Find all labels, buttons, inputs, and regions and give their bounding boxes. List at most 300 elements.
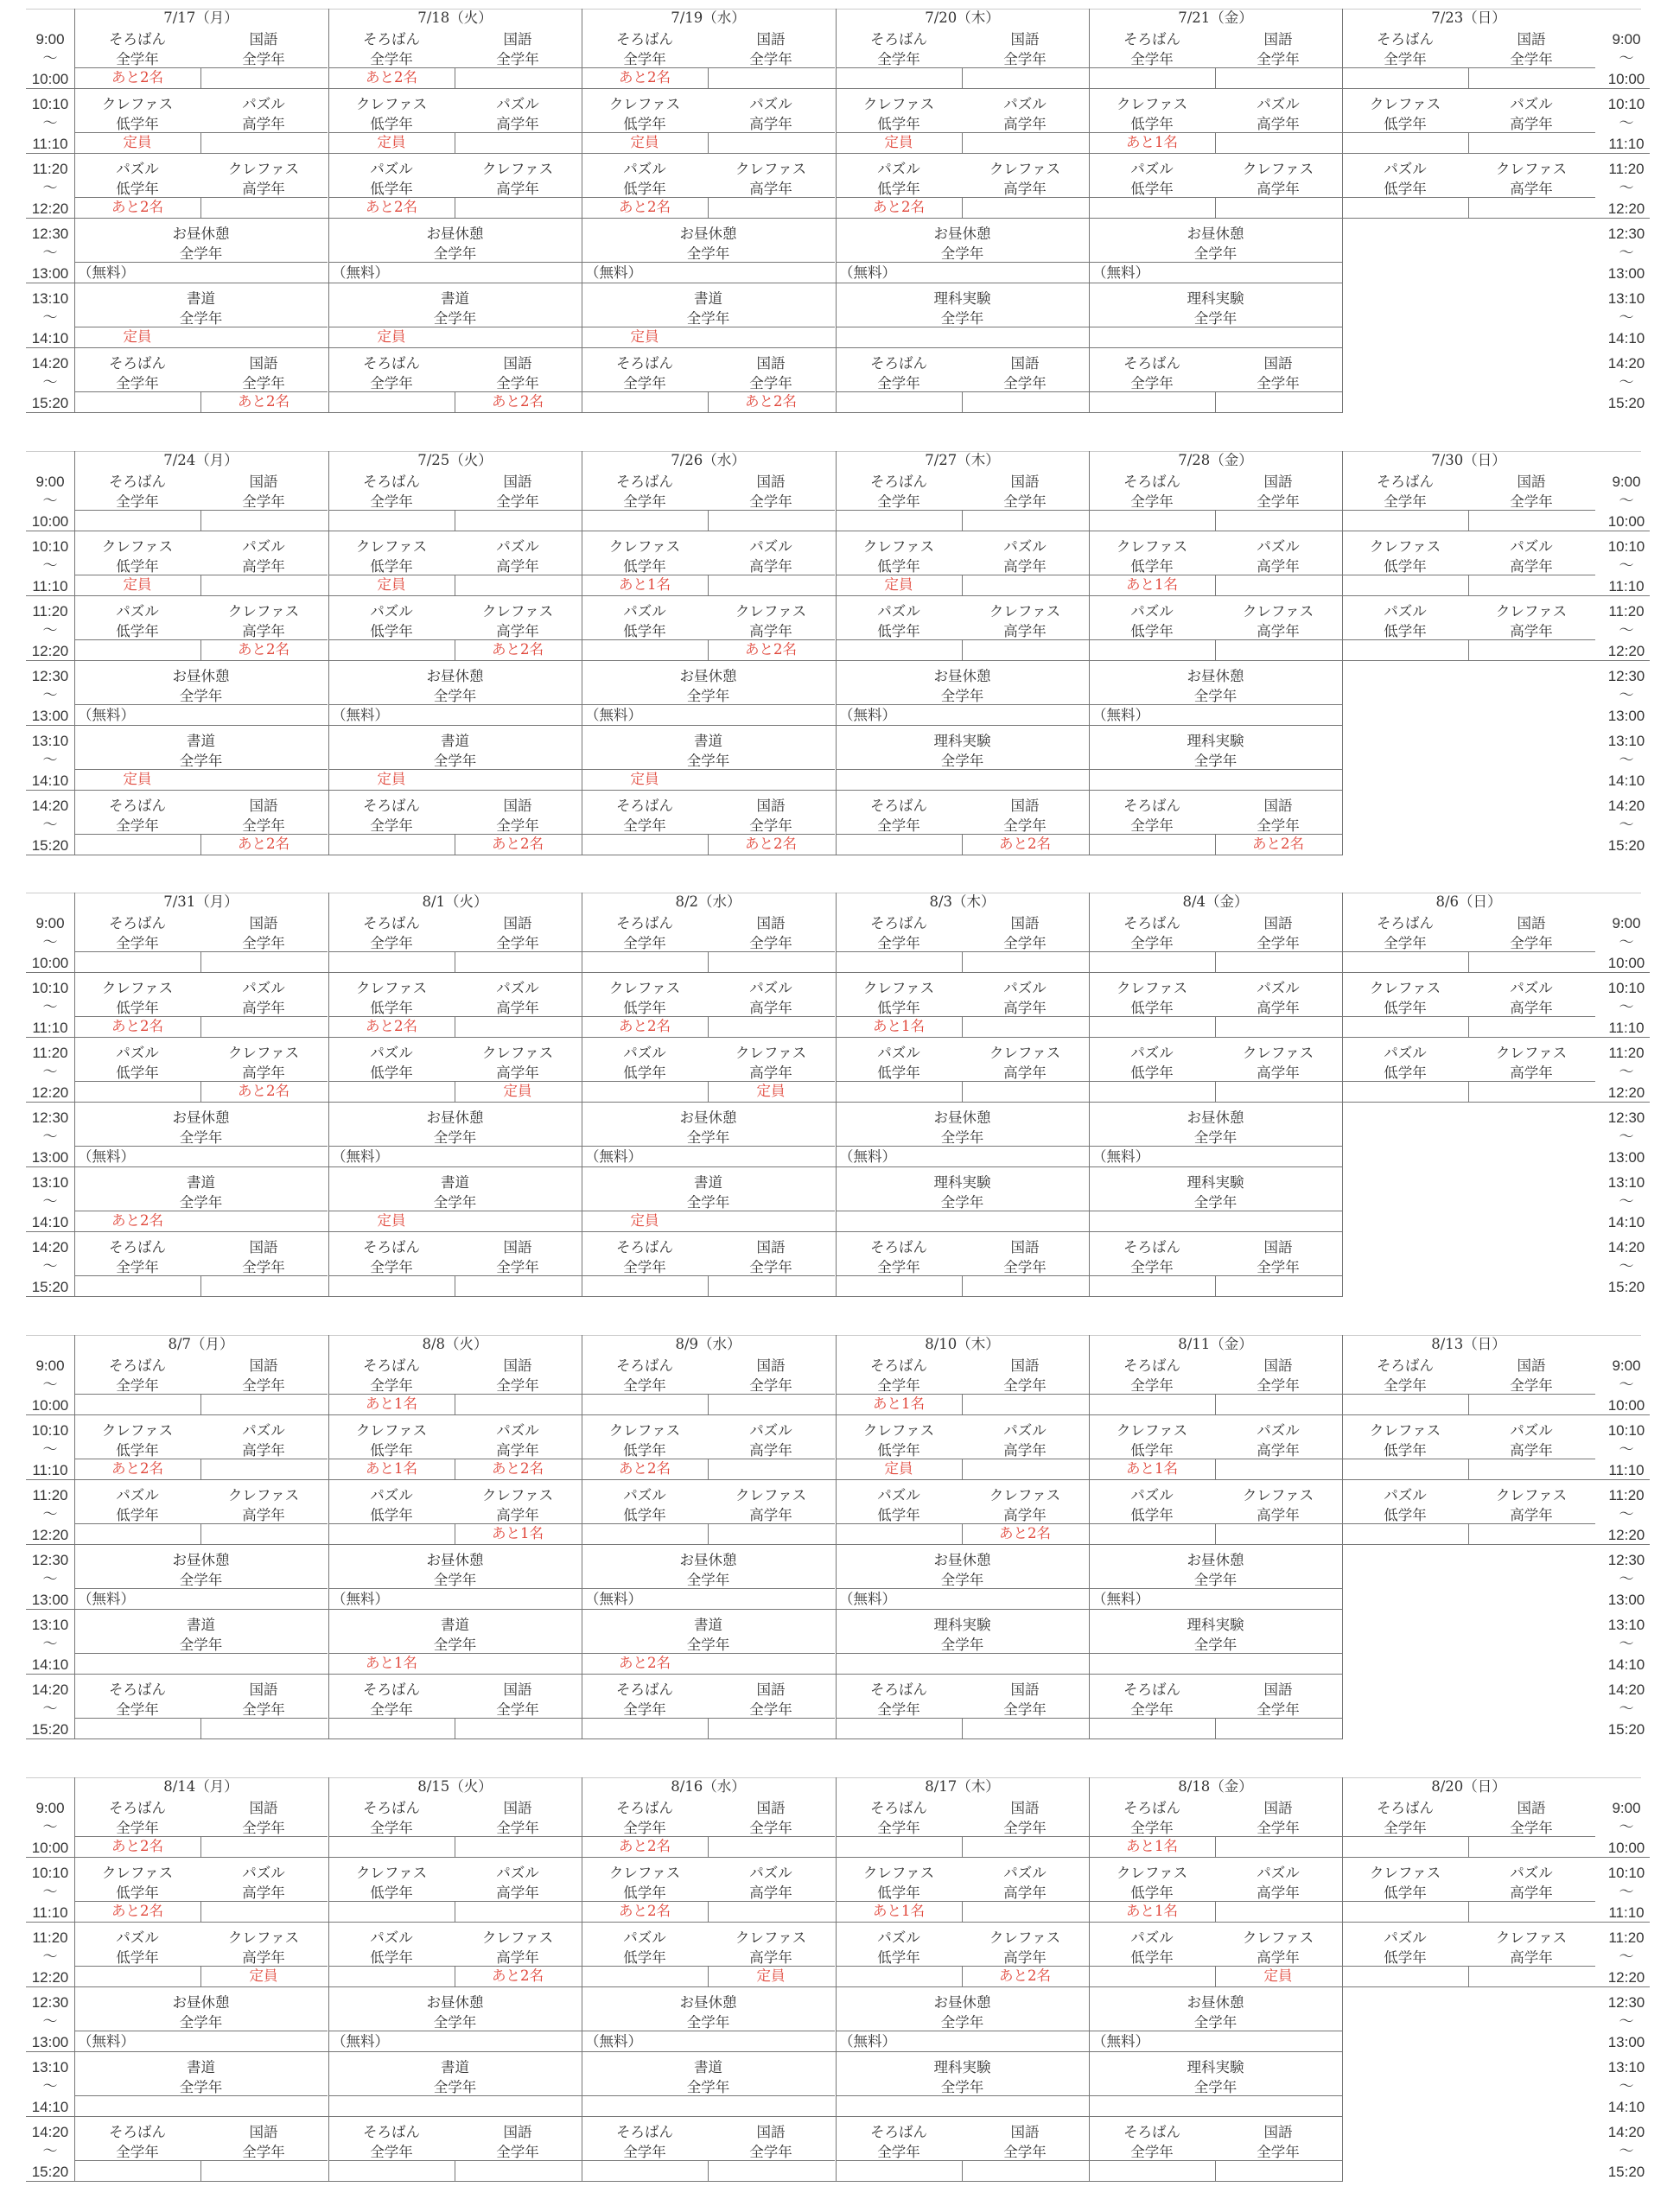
time-end: 12:20 xyxy=(1607,1969,1645,1986)
status-cell xyxy=(74,834,201,855)
day-column xyxy=(74,9,328,415)
time-start: 13:10 xyxy=(1607,2059,1645,2075)
lunch-title: お昼休憩 xyxy=(933,1109,991,1126)
class-name: そろばん xyxy=(363,1239,420,1255)
class-name: 国語 xyxy=(756,1239,786,1255)
grade-label: 全学年 xyxy=(1257,51,1300,67)
date-header: 8/2（水） xyxy=(675,893,741,910)
status-line xyxy=(836,1588,1089,1589)
class-name: クレファス xyxy=(1116,538,1188,555)
status-cell xyxy=(962,1016,1089,1037)
day-column xyxy=(582,1777,835,2183)
status-cell xyxy=(328,1081,455,1102)
time-end: 13:00 xyxy=(31,2034,69,2050)
grade-label: 全学年 xyxy=(370,1259,413,1275)
grade-label: 全学年 xyxy=(623,1259,666,1275)
time-end: 13:00 xyxy=(1607,1149,1645,1166)
time-tilde: ～ xyxy=(42,309,58,326)
status-cell xyxy=(582,1966,709,1986)
time-end: 13:00 xyxy=(1607,1592,1645,1608)
grade-label: 全学年 xyxy=(623,935,666,951)
status-cell xyxy=(1215,1901,1342,1922)
grade-label: 全学年 xyxy=(686,2014,730,2031)
class-name: 国語 xyxy=(249,798,278,814)
time-end: 10:00 xyxy=(1607,1840,1645,1856)
status-cell xyxy=(836,834,963,855)
grade-label: 全学年 xyxy=(686,688,730,704)
status-cell xyxy=(200,510,328,531)
grade-label: 全学年 xyxy=(623,1701,666,1718)
time-start: 14:20 xyxy=(31,1681,69,1698)
class-name: 国語 xyxy=(756,1681,786,1698)
class-name: クレファス xyxy=(735,1045,807,1061)
time-end: 13:00 xyxy=(31,708,69,724)
time-start: 13:10 xyxy=(1607,1617,1645,1633)
time-tilde: ～ xyxy=(1619,1819,1634,1835)
status-cell xyxy=(455,510,582,531)
time-start: 13:10 xyxy=(31,2059,69,2075)
time-tilde: ～ xyxy=(42,1700,58,1717)
grade-label: 全学年 xyxy=(496,935,539,951)
free-label: （無料） xyxy=(585,264,642,281)
grade-label: 全学年 xyxy=(623,817,666,834)
grade-label: 全学年 xyxy=(623,493,666,510)
time-start: 9:00 xyxy=(1612,31,1641,48)
grade-label: 全学年 xyxy=(623,2144,666,2160)
grade-label: 低学年 xyxy=(116,181,159,197)
date-header: 7/19（水） xyxy=(671,10,746,26)
time-end: 15:20 xyxy=(31,1721,69,1738)
class-name: そろばん xyxy=(109,2124,166,2140)
time-tilde: ～ xyxy=(42,557,58,574)
class-name: 理科実験 xyxy=(933,1617,991,1633)
availability-status: あと1名 xyxy=(366,1395,417,1412)
class-name: そろばん xyxy=(870,1800,927,1816)
status-cell xyxy=(328,1275,455,1296)
class-name: 国語 xyxy=(756,31,786,48)
status-cell xyxy=(455,197,582,218)
grade-label: 全学年 xyxy=(1003,1259,1047,1275)
time-tilde: ～ xyxy=(1619,1376,1634,1393)
time-end: 14:10 xyxy=(1607,1656,1645,1673)
status-cell xyxy=(962,1718,1089,1738)
time-end: 13:00 xyxy=(1607,265,1645,282)
availability-status: あと2名 xyxy=(745,641,797,658)
time-tilde: ～ xyxy=(42,817,58,833)
grade-label: 全学年 xyxy=(1003,1820,1047,1836)
grade-label: 高学年 xyxy=(242,116,285,132)
class-name: 国語 xyxy=(1263,798,1293,814)
week-block xyxy=(0,451,1667,874)
grade-label: 高学年 xyxy=(1003,1885,1047,1901)
time-end: 10:00 xyxy=(31,955,69,971)
class-name: パズル xyxy=(877,161,920,177)
time-end: 11:10 xyxy=(32,1462,68,1478)
class-name: パズル xyxy=(877,1929,920,1946)
class-name: クレファス xyxy=(1116,1865,1188,1881)
grade-label: 高学年 xyxy=(749,116,792,132)
status-cell xyxy=(74,1718,201,1738)
availability-status: 定員 xyxy=(377,576,406,593)
status-cell xyxy=(1215,67,1342,88)
class-name: 国語 xyxy=(1263,1357,1293,1374)
class-name: パズル xyxy=(1257,538,1300,555)
status-cell xyxy=(200,1523,328,1544)
class-name: そろばん xyxy=(1123,1357,1180,1374)
free-label: （無料） xyxy=(78,707,135,723)
grade-label: 低学年 xyxy=(623,558,666,575)
class-name: 国語 xyxy=(503,31,532,48)
time-start: 9:00 xyxy=(35,474,65,490)
date-header: 7/17（月） xyxy=(163,10,239,26)
status-cell xyxy=(328,1523,455,1544)
date-header: 8/15（火） xyxy=(417,1778,493,1795)
class-name: そろばん xyxy=(363,1357,420,1374)
grade-label: 低学年 xyxy=(1130,558,1174,575)
class-name: そろばん xyxy=(1123,1239,1180,1255)
time-end: 11:10 xyxy=(1608,1904,1645,1921)
availability-status: 定員 xyxy=(123,576,152,593)
grade-label: 低学年 xyxy=(623,1442,666,1459)
grade-label: 高学年 xyxy=(749,1949,792,1966)
status-cell xyxy=(1215,1016,1342,1037)
grade-label: 低学年 xyxy=(1384,1442,1427,1459)
status-cell xyxy=(1468,951,1595,972)
status-cell xyxy=(455,1901,582,1922)
grade-label: 全学年 xyxy=(686,1637,730,1653)
availability-status: あと2名 xyxy=(111,1903,163,1919)
grade-label: 全学年 xyxy=(242,2144,285,2160)
lunch-title: お昼休憩 xyxy=(172,668,230,684)
lunch-title: お昼休憩 xyxy=(426,226,484,242)
day-column xyxy=(1342,451,1595,857)
grade-label: 高学年 xyxy=(749,1442,792,1459)
time-end: 10:00 xyxy=(31,71,69,87)
class-name: 国語 xyxy=(1010,474,1040,490)
grade-label: 全学年 xyxy=(749,1701,792,1718)
status-cell xyxy=(1342,951,1469,972)
grade-label: 全学年 xyxy=(940,2079,984,2095)
status-cell xyxy=(836,1081,963,1102)
time-start: 10:10 xyxy=(31,538,69,555)
grade-label: 全学年 xyxy=(433,2079,477,2095)
time-end: 15:20 xyxy=(1607,2164,1645,2180)
availability-status: 定員 xyxy=(884,576,913,593)
day-column xyxy=(836,893,1089,1299)
class-name: パズル xyxy=(496,96,539,112)
grade-label: 低学年 xyxy=(1384,1885,1427,1901)
grade-label: 全学年 xyxy=(1510,51,1553,67)
class-name: そろばん xyxy=(109,31,166,48)
status-cell xyxy=(1468,1394,1595,1414)
class-name: パズル xyxy=(370,1487,413,1503)
time-end: 12:20 xyxy=(31,200,69,217)
class-name: クレファス xyxy=(1242,1045,1314,1061)
time-end: 15:20 xyxy=(1607,1279,1645,1295)
day-column xyxy=(1342,9,1595,415)
grade-label: 低学年 xyxy=(623,623,666,639)
status-cell xyxy=(836,510,963,531)
class-name: 国語 xyxy=(1263,2124,1293,2140)
status-cell xyxy=(1342,1081,1469,1102)
status-cell xyxy=(708,132,835,153)
grade-label: 全学年 xyxy=(496,493,539,510)
grade-label: 低学年 xyxy=(877,1065,920,1081)
time-end: 15:20 xyxy=(31,1279,69,1295)
grade-label: 高学年 xyxy=(496,1507,539,1523)
availability-status: 定員 xyxy=(377,771,406,787)
status-cell xyxy=(74,1523,201,1544)
status-cell xyxy=(1215,2160,1342,2181)
class-name: クレファス xyxy=(227,1487,300,1503)
status-line xyxy=(836,1146,1089,1147)
class-name: 国語 xyxy=(1010,2124,1040,2140)
class-name: そろばん xyxy=(363,474,420,490)
status-line xyxy=(1089,1588,1342,1589)
grade-label: 高学年 xyxy=(1003,1000,1047,1016)
time-end: 10:00 xyxy=(31,513,69,530)
grade-label: 高学年 xyxy=(1257,1000,1300,1016)
grade-label: 高学年 xyxy=(496,1065,539,1081)
class-name: そろばん xyxy=(363,355,420,372)
class-name: 理科実験 xyxy=(1187,1174,1244,1191)
status-cell xyxy=(582,1523,709,1544)
class-name: そろばん xyxy=(870,355,927,372)
grade-label: 全学年 xyxy=(1384,1377,1427,1394)
grade-label: 高学年 xyxy=(1257,1885,1300,1901)
availability-status: 定員 xyxy=(756,1083,786,1099)
status-cell xyxy=(962,391,1089,412)
status-cell xyxy=(1089,2160,1216,2181)
time-tilde: ～ xyxy=(42,1571,58,1587)
availability-status: あと2名 xyxy=(111,1018,163,1034)
grade-label: 全学年 xyxy=(370,2144,413,2160)
class-name: 書道 xyxy=(441,1174,469,1191)
status-cell xyxy=(836,1966,963,1986)
day-column xyxy=(328,1777,582,2183)
availability-status: 定員 xyxy=(503,1083,532,1099)
time-tilde: ～ xyxy=(1619,1064,1634,1080)
class-name: 国語 xyxy=(1263,1239,1293,1255)
grade-label: 高学年 xyxy=(1510,623,1553,639)
class-name: パズル xyxy=(1384,1045,1427,1061)
grade-label: 全学年 xyxy=(116,935,159,951)
availability-status: 定員 xyxy=(1263,1967,1293,1984)
status-line xyxy=(74,1146,328,1147)
time-tilde: ～ xyxy=(42,374,58,391)
class-name: 書道 xyxy=(694,1174,722,1191)
time-start: 14:20 xyxy=(1607,1681,1645,1698)
grade-label: 高学年 xyxy=(1510,116,1553,132)
status-line xyxy=(582,1588,835,1589)
class-name: そろばん xyxy=(109,355,166,372)
class-name: クレファス xyxy=(862,1422,935,1439)
grade-label: 高学年 xyxy=(749,1065,792,1081)
status-cell xyxy=(200,1459,328,1479)
status-cell xyxy=(1342,1836,1469,1857)
date-header: 8/14（月） xyxy=(163,1778,239,1795)
grade-label: 低学年 xyxy=(116,1442,159,1459)
availability-status: 定員 xyxy=(377,328,406,345)
grade-label: 低学年 xyxy=(370,1065,413,1081)
status-line xyxy=(582,704,835,705)
class-name: 国語 xyxy=(1263,1800,1293,1816)
grade-label: 全学年 xyxy=(1384,51,1427,67)
date-header: 7/25（火） xyxy=(417,452,493,468)
availability-status: あと2名 xyxy=(111,199,163,215)
time-start: 12:30 xyxy=(31,1994,69,2011)
class-name: 国語 xyxy=(249,2124,278,2140)
grade-label: 全学年 xyxy=(877,1820,920,1836)
class-name: 理科実験 xyxy=(933,290,991,307)
grade-label: 全学年 xyxy=(242,51,285,67)
class-name: 国語 xyxy=(503,355,532,372)
class-name: クレファス xyxy=(1242,1929,1314,1946)
grade-label: 高学年 xyxy=(496,558,539,575)
status-cell xyxy=(1089,1394,1216,1414)
grade-label: 高学年 xyxy=(1510,1442,1553,1459)
grade-label: 全学年 xyxy=(686,1572,730,1588)
status-cell xyxy=(708,1394,835,1414)
status-cell xyxy=(1342,132,1469,153)
status-cell xyxy=(1468,197,1595,218)
availability-status: 定員 xyxy=(123,134,152,150)
availability-status: 定員 xyxy=(123,771,152,787)
class-name: パズル xyxy=(623,1045,666,1061)
date-header: 8/20（日） xyxy=(1431,1778,1506,1795)
grade-label: 低学年 xyxy=(623,1065,666,1081)
grade-label: 全学年 xyxy=(623,1820,666,1836)
class-name: パズル xyxy=(242,1422,285,1439)
availability-status: あと1名 xyxy=(1126,576,1178,593)
free-label: （無料） xyxy=(839,707,896,723)
date-header: 8/6（日） xyxy=(1435,893,1502,910)
status-cell xyxy=(455,575,582,595)
availability-status: あと2名 xyxy=(619,1903,671,1919)
status-line xyxy=(582,2095,835,2096)
class-name: 国語 xyxy=(1517,915,1546,931)
grade-label: 低学年 xyxy=(623,1949,666,1966)
class-name: パズル xyxy=(877,1045,920,1061)
class-name: パズル xyxy=(116,1929,159,1946)
time-end: 10:00 xyxy=(31,1840,69,1856)
status-cell xyxy=(1342,1901,1469,1922)
time-end: 11:10 xyxy=(1608,1462,1645,1478)
class-name: クレファス xyxy=(1116,96,1188,112)
class-name: 書道 xyxy=(441,290,469,307)
grade-label: 高学年 xyxy=(496,623,539,639)
time-start: 9:00 xyxy=(1612,1357,1641,1374)
grade-label: 全学年 xyxy=(1193,688,1238,704)
availability-status: 定員 xyxy=(630,771,659,787)
status-cell xyxy=(74,639,201,660)
class-name: 国語 xyxy=(503,915,532,931)
grade-label: 全学年 xyxy=(686,2079,730,2095)
availability-status: あと2名 xyxy=(492,1967,544,1984)
grade-label: 低学年 xyxy=(1384,181,1427,197)
availability-status: 定員 xyxy=(123,328,152,345)
class-name: クレファス xyxy=(862,538,935,555)
class-name: そろばん xyxy=(616,798,673,814)
availability-status: 定員 xyxy=(756,1967,786,1984)
day-column xyxy=(836,1335,1089,1741)
time-end: 14:10 xyxy=(31,330,69,346)
grade-label: 全学年 xyxy=(877,1259,920,1275)
lunch-title: お昼休憩 xyxy=(426,668,484,684)
week-block xyxy=(0,893,1667,1316)
grade-label: 全学年 xyxy=(940,753,984,769)
class-name: パズル xyxy=(1130,1929,1174,1946)
day-column xyxy=(1342,893,1595,1299)
grade-label: 全学年 xyxy=(1003,935,1047,951)
class-name: そろばん xyxy=(363,1681,420,1698)
time-end: 10:00 xyxy=(1607,71,1645,87)
status-cell xyxy=(1089,1275,1216,1296)
date-header: 8/11（金） xyxy=(1178,1336,1253,1352)
time-start: 11:20 xyxy=(32,1929,68,1946)
time-start: 13:10 xyxy=(31,733,69,749)
grade-label: 全学年 xyxy=(370,1820,413,1836)
day-column xyxy=(74,1335,328,1741)
status-line xyxy=(74,1588,328,1589)
status-line xyxy=(74,1653,328,1654)
class-name: 国語 xyxy=(503,1239,532,1255)
time-start: 12:30 xyxy=(1607,226,1645,242)
grade-label: 低学年 xyxy=(1130,181,1174,197)
grade-label: 高学年 xyxy=(749,1507,792,1523)
status-cell xyxy=(200,1394,328,1414)
grade-label: 低学年 xyxy=(877,116,920,132)
time-tilde: ～ xyxy=(1619,1193,1634,1210)
class-name: 国語 xyxy=(503,1357,532,1374)
grade-label: 全学年 xyxy=(433,688,477,704)
class-name: そろばん xyxy=(1123,2124,1180,2140)
grade-label: 全学年 xyxy=(1510,1820,1553,1836)
grade-label: 低学年 xyxy=(1384,623,1427,639)
grade-label: 全学年 xyxy=(940,1637,984,1653)
status-cell xyxy=(836,67,963,88)
class-name: パズル xyxy=(496,980,539,996)
grade-label: 高学年 xyxy=(1510,1507,1553,1523)
class-name: そろばん xyxy=(109,474,166,490)
time-start: 11:20 xyxy=(1608,1487,1645,1503)
time-end: 14:10 xyxy=(31,2099,69,2115)
free-label: （無料） xyxy=(78,2033,135,2050)
status-cell xyxy=(200,1275,328,1296)
class-name: そろばん xyxy=(109,915,166,931)
status-cell xyxy=(1089,1016,1216,1037)
time-tilde: ～ xyxy=(42,752,58,768)
time-end: 14:10 xyxy=(1607,2099,1645,2115)
grade-label: 全学年 xyxy=(1193,1194,1238,1211)
time-tilde: ～ xyxy=(42,1376,58,1393)
free-label: （無料） xyxy=(332,2033,389,2050)
grade-label: 全学年 xyxy=(116,1701,159,1718)
class-name: パズル xyxy=(1510,1865,1553,1881)
status-cell xyxy=(74,391,201,412)
status-cell xyxy=(1342,575,1469,595)
grade-label: 全学年 xyxy=(1257,817,1300,834)
grade-label: 全学年 xyxy=(242,1259,285,1275)
time-start: 14:20 xyxy=(31,1239,69,1255)
time-start: 9:00 xyxy=(1612,915,1641,931)
class-name: パズル xyxy=(1130,603,1174,620)
grade-label: 低学年 xyxy=(1130,1065,1174,1081)
status-cell xyxy=(708,1523,835,1544)
class-name: 国語 xyxy=(756,474,786,490)
class-name: パズル xyxy=(877,1487,920,1503)
class-name: パズル xyxy=(1257,980,1300,996)
